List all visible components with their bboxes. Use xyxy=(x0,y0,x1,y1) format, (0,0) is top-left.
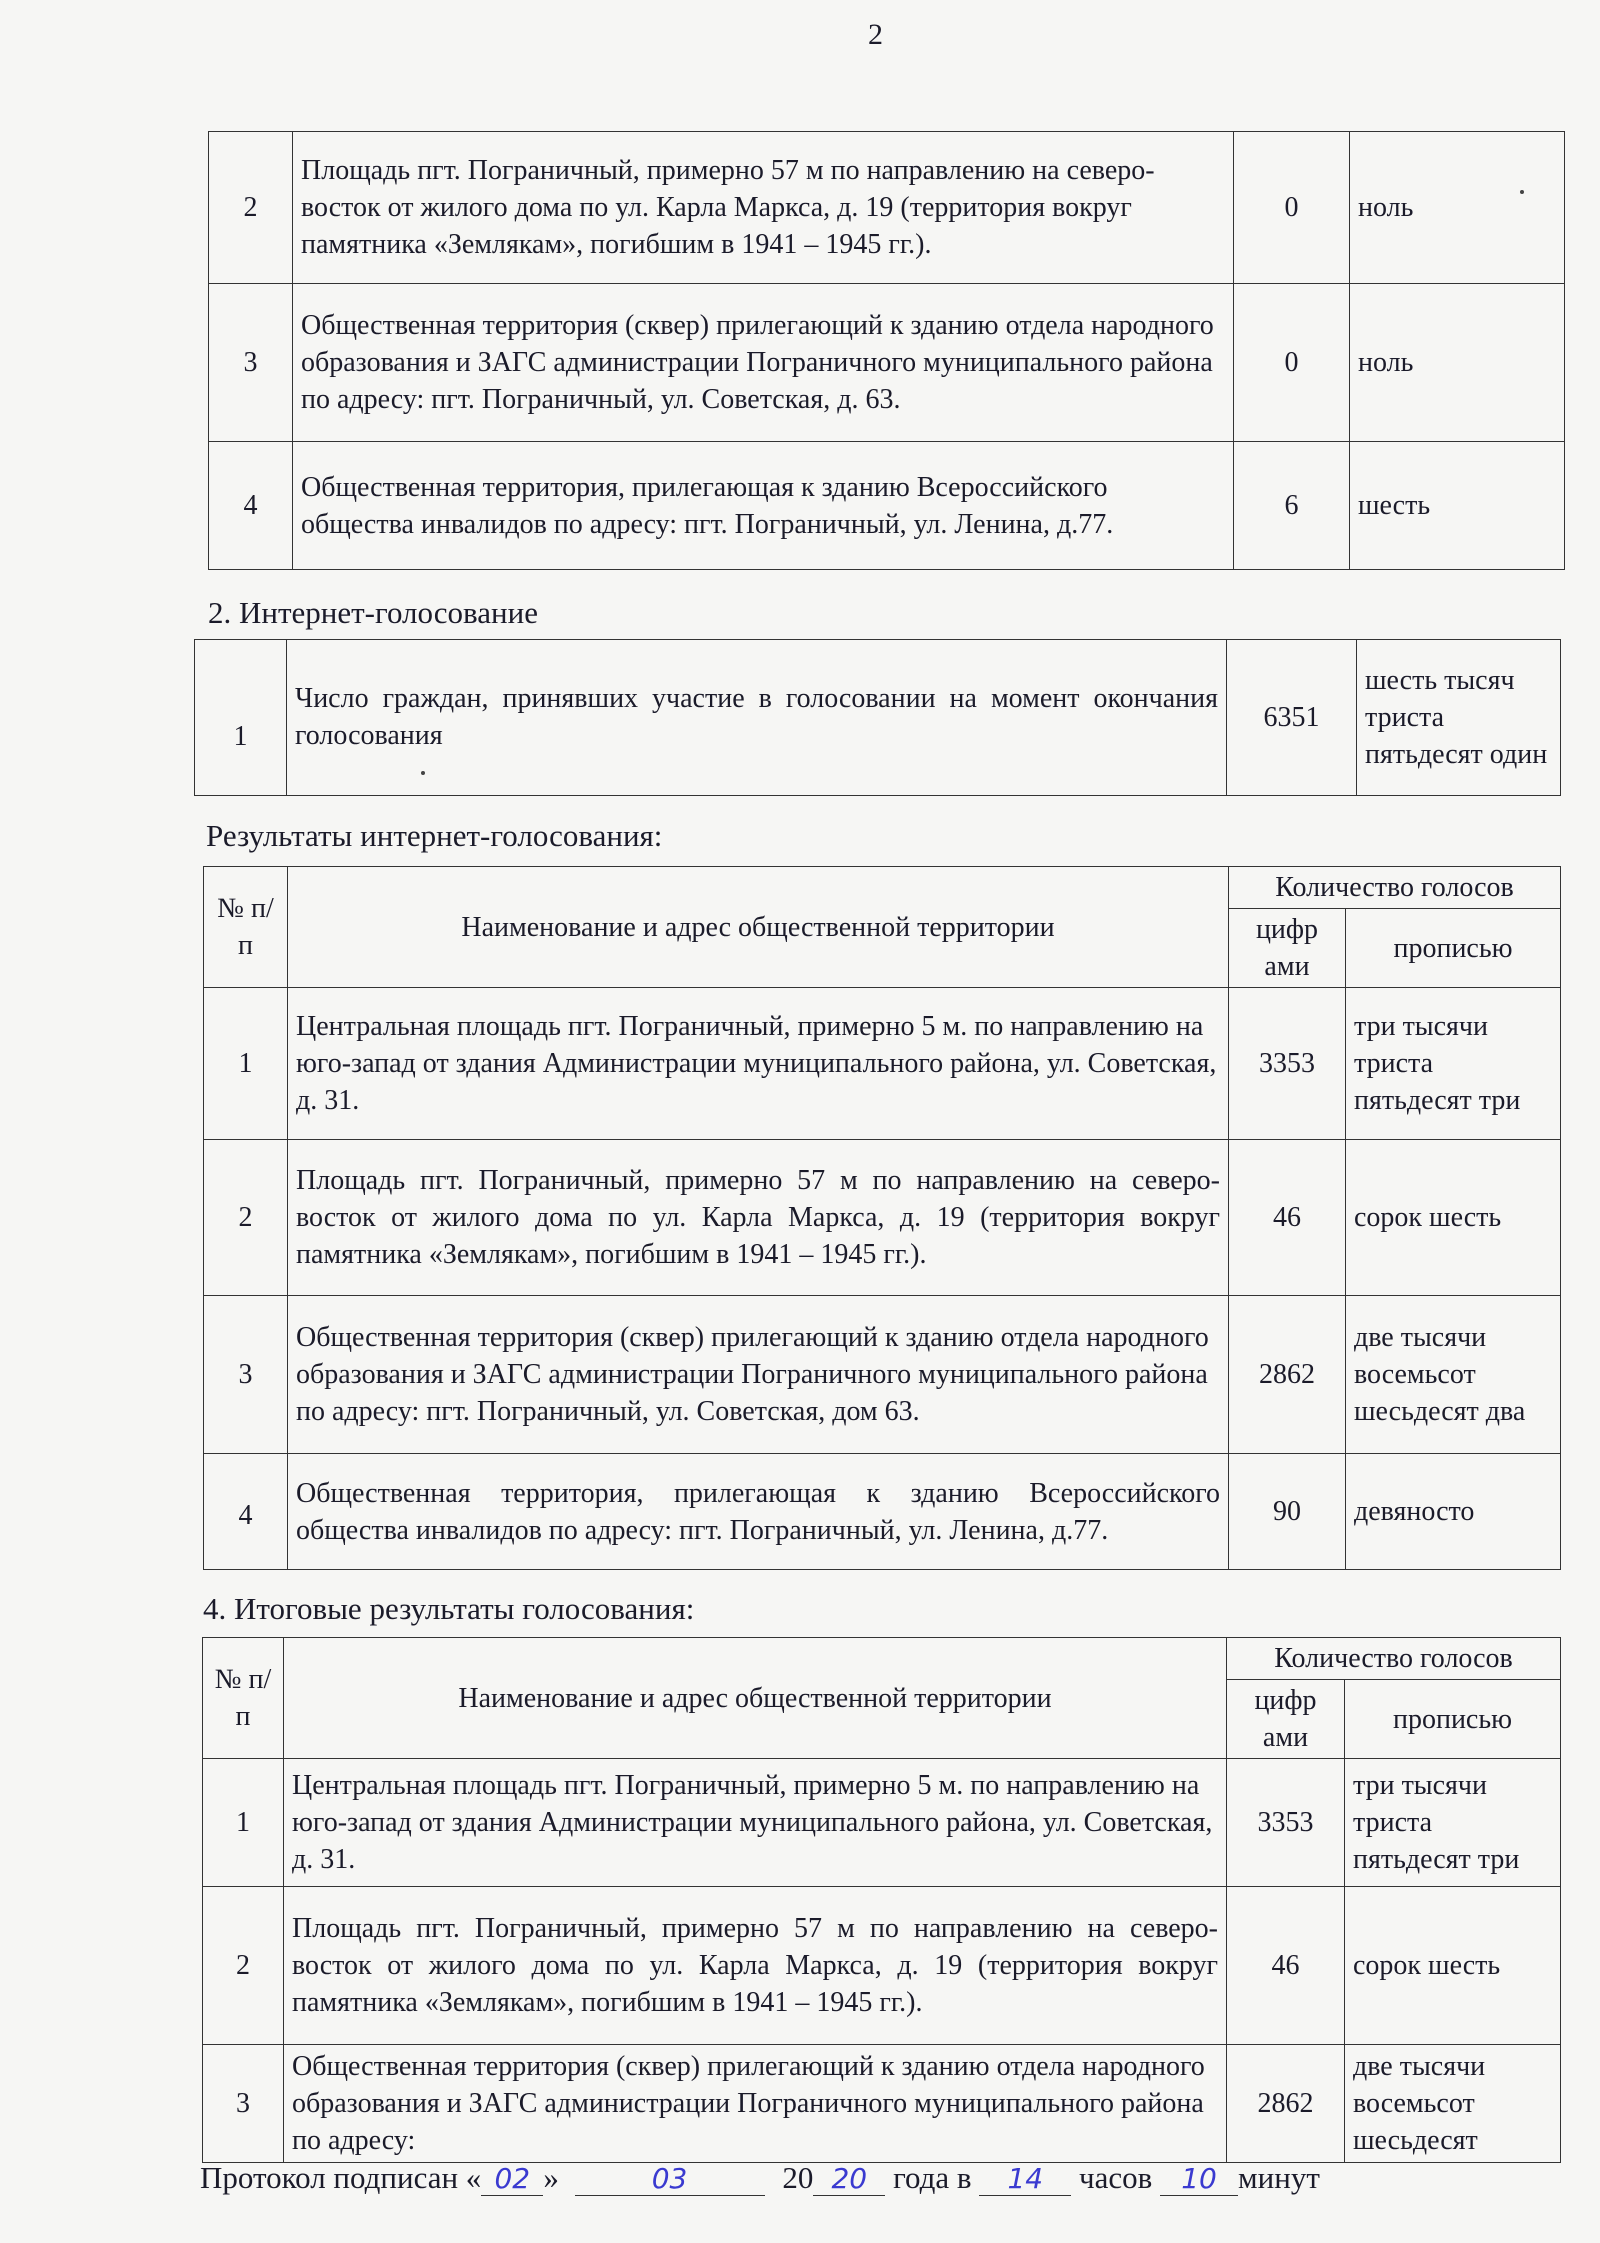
territory-name: Общественная территория (сквер) прилегающий к зданию отдела народного образования и ЗАГС администрации Пограничного муниципального района по адресу: пгт. Пограничный, ул. Советская, дом 63. xyxy=(288,1296,1229,1454)
col-digits-header: цифр ами xyxy=(1227,1680,1345,1759)
row-number: 3 xyxy=(204,1296,288,1454)
votes-words: две тысячи восемьсот шесьдесят два xyxy=(1346,1296,1561,1454)
scan-speck xyxy=(421,771,425,775)
footer-quote-close: » xyxy=(543,2160,559,2195)
votes-digits: 90 xyxy=(1229,1454,1346,1570)
table-row xyxy=(203,2045,1561,2163)
votes-words: две тысячи восемьсот шесьдесят xyxy=(1345,2045,1561,2163)
table-row xyxy=(204,1296,1561,1454)
month-field[interactable]: 03 xyxy=(575,2162,765,2196)
scan-speck xyxy=(1520,190,1524,194)
votes-words: ноль xyxy=(1350,132,1565,284)
participants-words: шесть тысяч триста пятьдесят один xyxy=(1357,640,1561,796)
votes-digits: 46 xyxy=(1227,1887,1345,2045)
territory-name: Центральная площадь пгт. Пограничный, примерно 5 м. по направлению на юго-запад от здания Администрации муниципального района, ул. Советская, д. 31. xyxy=(284,1759,1227,1887)
year-field[interactable]: 20 xyxy=(813,2162,885,2196)
votes-words: три тысячи триста пятьдесят три xyxy=(1345,1759,1561,1887)
territory-name: Площадь пгт. Пограничный, примерно 57 м по направлению на северо-восток от жилого дома по ул. Карла Маркса, д. 19 (территория вокруг памятника «Землякам», погибшим в 1941 – 1945 гг.). xyxy=(293,132,1234,284)
footer-hours-label: часов xyxy=(1079,2160,1153,2195)
table-row xyxy=(209,132,1565,284)
territory-name: Общественная территория, прилегающая к зданию Всероссийского общества инвалидов по адресу: пгт. Пограничный, ул. Ленина, д.77. xyxy=(293,442,1234,570)
row-number: 3 xyxy=(209,284,293,442)
table-row xyxy=(195,640,1561,796)
header-row xyxy=(204,867,1561,909)
final-results-table xyxy=(202,1637,1561,2163)
votes-words: шесть xyxy=(1350,442,1565,570)
territory-name: Общественная территория, прилегающая к зданию Всероссийского общества инвалидов по адресу: пгт. Пограничный, ул. Ленина, д.77. xyxy=(288,1454,1229,1570)
territory-name: Площадь пгт. Пограничный, примерно 57 м по направлению на северо-восток от жилого дома по ул. Карла Маркса, д. 19 (территория вокруг памятника «Землякам», погибшим в 1941 – 1945 гг.). xyxy=(284,1887,1227,2045)
row-number: 2 xyxy=(203,1887,284,2045)
internet-results-heading: Результаты интернет-голосования: xyxy=(206,818,663,853)
internet-voting-heading: 2. Интернет-голосование xyxy=(208,595,538,630)
votes-digits: 3353 xyxy=(1227,1759,1345,1887)
table-row xyxy=(204,1140,1561,1296)
territory-name: Площадь пгт. Пограничный, примерно 57 м по направлению на северо-восток от жилого дома по ул. Карла Маркса, д. 19 (территория вокруг памятника «Землякам», погибшим в 1941 – 1945 гг.). xyxy=(288,1140,1229,1296)
votes-words: три тысячи триста пятьдесят три xyxy=(1346,988,1561,1140)
footer-minutes-label: минут xyxy=(1238,2160,1320,2195)
table-row xyxy=(209,442,1565,570)
territory-name: Центральная площадь пгт. Пограничный, примерно 5 м. по направлению на юго-запад от здания Администрации муниципального района, ул. Советская, д. 31. xyxy=(288,988,1229,1140)
final-results-heading: 4. Итоговые результаты голосования: xyxy=(203,1591,695,1626)
year-prefix: 20 xyxy=(782,2160,814,2195)
col-name-header: Наименование и адрес общественной территории xyxy=(288,867,1229,988)
votes-digits: 2862 xyxy=(1227,2045,1345,2163)
col-votes-header: Количество голосов xyxy=(1229,867,1561,909)
signature-line xyxy=(200,2160,1320,2196)
row-number: 4 xyxy=(209,442,293,570)
votes-words: сорок шесть xyxy=(1346,1140,1561,1296)
territory-name: Общественная территория (сквер) прилегающий к зданию отдела народного образования и ЗАГС администрации Пограничного муниципального района по адресу: xyxy=(284,2045,1227,2163)
col-words-header: прописью xyxy=(1346,909,1561,988)
col-name-header: Наименование и адрес общественной территории xyxy=(284,1638,1227,1759)
votes-digits: 46 xyxy=(1229,1140,1346,1296)
participants-digits: 6351 xyxy=(1227,640,1357,796)
minute-field[interactable]: 10 xyxy=(1160,2162,1238,2196)
table-row xyxy=(203,1759,1561,1887)
footer-year-label: года в xyxy=(893,2160,972,2195)
internet-results-table xyxy=(203,866,1561,1570)
row-number: 1 xyxy=(203,1759,284,1887)
row-number: 2 xyxy=(204,1140,288,1296)
votes-digits: 2862 xyxy=(1229,1296,1346,1454)
internet-participation-table xyxy=(194,639,1561,796)
col-words-header: прописью xyxy=(1345,1680,1561,1759)
votes-digits: 0 xyxy=(1234,132,1350,284)
footer-prefix: Протокол подписан « xyxy=(200,2160,482,2195)
row-number: 2 xyxy=(209,132,293,284)
table-row xyxy=(209,284,1565,442)
votes-words: девяносто xyxy=(1346,1454,1561,1570)
table-row xyxy=(204,1454,1561,1570)
votes-digits: 6 xyxy=(1234,442,1350,570)
table-row xyxy=(203,1887,1561,2045)
header-row xyxy=(203,1638,1561,1680)
table-row xyxy=(204,988,1561,1140)
territory-name: Общественная территория (сквер) прилегающий к зданию отдела народного образования и ЗАГС администрации Пограничного муниципального района по адресу: пгт. Пограничный, ул. Советская, д. 63. xyxy=(293,284,1234,442)
votes-digits: 0 xyxy=(1234,284,1350,442)
page-number: 2 xyxy=(868,18,883,51)
col-number-header: № п/п xyxy=(203,1638,284,1759)
day-field[interactable]: 02 xyxy=(481,2162,543,2196)
row-number: 3 xyxy=(203,2045,284,2163)
row-number: 1 xyxy=(204,988,288,1140)
row-number: 4 xyxy=(204,1454,288,1570)
row-number: 1 xyxy=(195,640,287,796)
votes-words: сорок шесть xyxy=(1345,1887,1561,2045)
participation-label: Число граждан, принявших участие в голосовании на момент окончания голосования xyxy=(287,640,1227,796)
votes-words: ноль xyxy=(1350,284,1565,442)
hour-field[interactable]: 14 xyxy=(979,2162,1071,2196)
col-votes-header: Количество голосов xyxy=(1227,1638,1561,1680)
votes-digits: 3353 xyxy=(1229,988,1346,1140)
col-digits-header: цифр ами xyxy=(1229,909,1346,988)
col-number-header: № п/п xyxy=(204,867,288,988)
offline-results-table xyxy=(208,131,1565,570)
